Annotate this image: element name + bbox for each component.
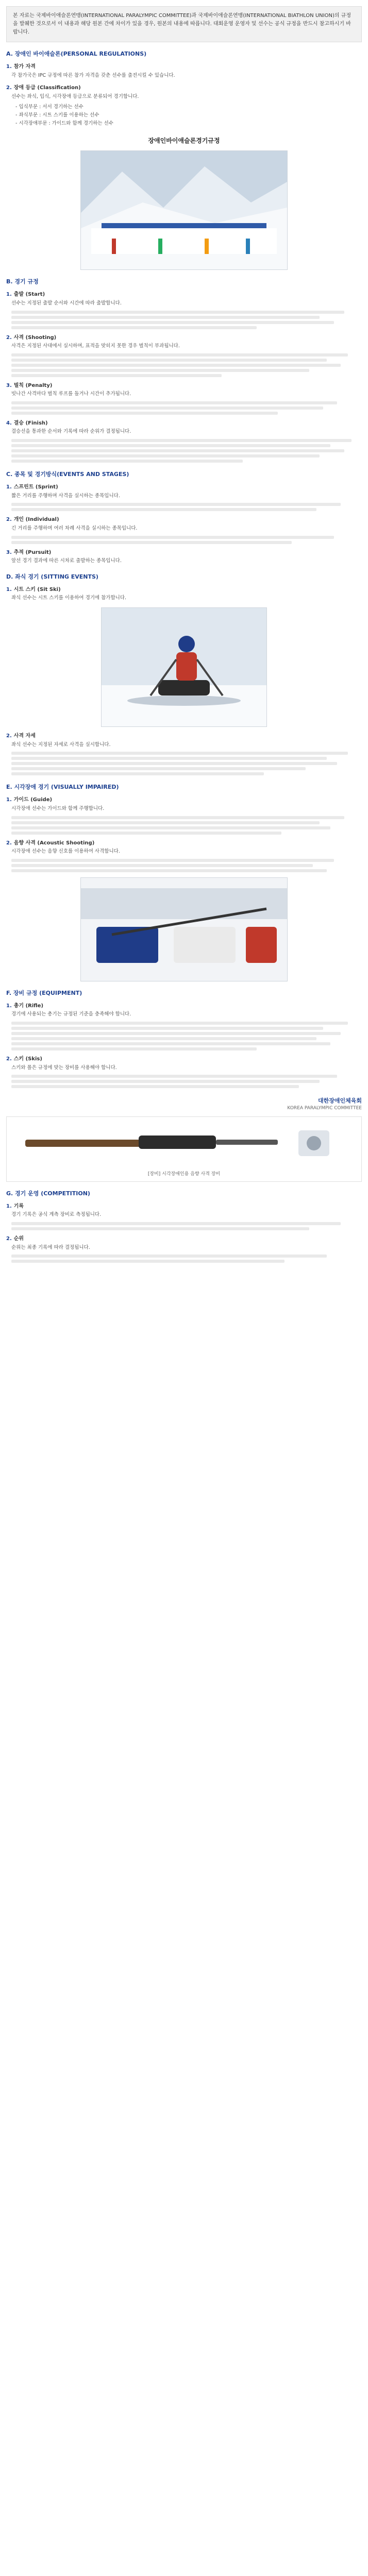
text-block	[11, 859, 362, 872]
shooting-range-photo	[80, 877, 288, 981]
text-block	[11, 816, 362, 835]
text-block	[11, 1222, 362, 1230]
section-b-item-3-head: 벌칙 (Penalty)	[13, 382, 53, 388]
equipment-caption: [장비] 시각장애인용 음향 사격 장비	[147, 1171, 221, 1177]
section-b-item-3-text: 빗나간 사격마다 벌칙 루프를 돌거나 시간이 추가됩니다.	[11, 391, 131, 397]
section-f-item-2-head: 스키 (Skis)	[13, 1056, 42, 1062]
footer-org-subtitle: KOREA PARALYMPIC COMMITTEE	[287, 1106, 362, 1111]
section-c-item-2-text: 긴 거리를 주행하며 여러 차례 사격을 실시하는 종목입니다.	[11, 525, 138, 531]
section-e-item-2-text: 시각장애 선수는 음향 신호를 이용하여 사격합니다.	[11, 849, 120, 855]
section-g-item-1-text: 경기 기록은 공식 계측 장비로 측정됩니다.	[11, 1212, 102, 1218]
text-block	[11, 311, 362, 329]
section-f-item-1-head: 총기 (Rifle)	[13, 1003, 44, 1009]
text-block	[11, 401, 362, 415]
section-d-item-2-text: 좌식 선수는 지정된 자세로 사격을 실시합니다.	[11, 741, 111, 748]
bullet-item: - 입식부문 : 서서 경기하는 선수	[15, 104, 362, 111]
section-c-item-3-head: 추적 (Pursuit)	[13, 549, 52, 555]
text-block	[11, 536, 362, 544]
section-e-item-1-text: 시각장애 선수는 가이드와 함께 주행합니다.	[11, 805, 105, 811]
section-a-item-1-head: 참가 자격	[13, 64, 36, 70]
section-b-title: B. 경기 규정	[6, 278, 39, 285]
section-d-item-1-head: 시트 스키 (Sit Ski)	[13, 586, 61, 592]
section-a-item-2-head: 장애 등급 (Classification)	[13, 85, 81, 91]
section-a-item-1: 1. 참가 자격 각 참가국은 IPC 규정에 따른 참가 자격을 갖춘 선수를 출전시킬 수 있습니다.	[6, 63, 362, 79]
section-a-title: A. 장애인 바이애슬론(PERSONAL REGULATIONS)	[6, 50, 147, 57]
section-d-item-1-text: 좌식 선수는 시트 스키를 이용하여 경기에 참가합니다.	[11, 595, 127, 601]
text-block	[11, 1075, 362, 1088]
section-b-item-1-head: 출발 (Start)	[13, 292, 45, 298]
main-title: 장애인바이애슬론경기규정	[148, 137, 220, 144]
document-page: 본 자료는 국제바이애슬론연맹(INTERNATIONAL PARALYMPIC COMMITTEE)과 국제바이애슬론연맹(INTERNATIONAL BIATHLON UNION)의 규정을 발췌한 것으로서 이 내용과 해당 원본 간에 차이가 있을 경우, 원본의 내용에 따릅니다. 대회운영 운영자 및 선수는 공식 규정을 반드시 참고하시기 바랍니다. A. 장애인 바이애슬론(PERSONAL REGULATIONS) 1. 참가 자격 각 참가국은 IPC 규정에 따른 참가 자격을 갖춘 선수를 출전시킬 수 있습니다. 2. 장애 등급 (Classification) 선수는 좌식, 입식, 시각장애 등급으로 분류되어 경기합니다. - 입식부문 : 서서 경기하는 선수 - 좌식부문 : 시트 스키를 이용하는 선수 - 시각장애부문 : 가이드와 함께 경기하는 선수 장애인바이애슬론경기규정 B. 경기 규정 1. 출발 (Start) 선수는 지정된 출발 순서와 시간에 따라 출발합니다. 2. 사격 (Shooting) 사격은 지정된 사대에서 실시하며, 표적을 맞히지 못한 경우 벌칙이 부과됩니다. 3. 벌칙 (Penalty) 빗나간 사격마다 벌칙 루프를 돌거나 시간이 추가됩니다. 4. 결승 (Finish) 결승선을 통과한 순서와 기록에 따라 순위가 결정됩니다. C. 종목 및 경기방식(EVENTS AND STAGES) 1. 스프린트 (Sprint) 짧은 거리를 주행하며 사격을 실시하는 종목입니다. 2. 개인 (Individual) 긴 거리를 주행하며 여러 차례 사격을 실시하는 종목입니다. 3. 추적 (Pursuit) 앞선 경기 결과에 따른 시차로 출발하는 종목입니다. D. 좌식 경기 (SITTING EVENTS) 1. 시트 스키 (Sit Ski) 좌식 선수는 시트 스키를 이용하여 경기에 참가합니다. 2. 사격 자세 좌식 선수는 지정된 자세로 사격을 실시합니다. E. 시각장애 경기 (VISUALLY IMPAIRED) 1. 가이드 (Guide) 시각장애 선수는 가이드와 함께 주행합니다. 2. 음향 사격 (Acoustic Shooting) 시각장애 선수는 음향 신호를 이용하여 사격합니다. F. 장비 규정 (EQUIPMENT) 1. 총기 (Rifle) 경기에 사용되는 총기는 규정된 기준을 충족해야 합니다. 2. 스키 (Skis) 스키와 폴은 규정에 맞는 장비를 사용해야 합니다. 대한장애인체육회 KOREA PARALYMPIC COMMITTEE [장비] 시각장애인용 음향 사격 장비 G. 경기 운영 (COMPETITION) 1. 기록 경기 기록은 공식 계측 장비로 측정됩니다. 2. 순위 순위는 최종 기록에 따라 결정됩니다.	[6, 0, 362, 1277]
equipment-figure	[6, 1116, 362, 1181]
section-d-title: D. 좌식 경기 (SITTING EVENTS)	[6, 573, 98, 580]
section-c-item-1-text: 짧은 거리를 주행하며 사격을 실시하는 종목입니다.	[11, 493, 120, 499]
section-d-item-2-head: 사격 자세	[13, 733, 36, 739]
section-c-item-3-text: 앞선 경기 결과에 따른 시차로 출발하는 종목입니다.	[11, 558, 122, 564]
equipment-image	[10, 1120, 358, 1166]
intro-text: 본 자료는 국제바이애슬론연맹(INTERNATIONAL PARALYMPIC COMMITTEE)과 국제바이애슬론연맹(INTERNATIONAL BIATHLON UNION)의 규정을 발췌한 것으로서 이 내용과 해당 원본 간에 차이가 있을 경우, 원본의 내용에 따릅니다. 대회운영 운영자 및 선수는 공식 규정을 반드시 참고하시기 바랍니다.	[13, 13, 351, 35]
section-c-item-2-head: 개인 (Individual)	[13, 517, 59, 523]
section-e-title: E. 시각장애 경기 (VISUALLY IMPAIRED)	[6, 784, 119, 791]
section-b-item-1-text: 선수는 지정된 출발 순서와 시간에 따라 출발합니다.	[11, 300, 122, 306]
footer-org-name: 대한장애인체육회	[317, 1097, 362, 1105]
section-f-item-1-text: 경기에 사용되는 총기는 규정된 기준을 충족해야 합니다.	[11, 1011, 131, 1018]
section-f-item-2-text: 스키와 폴은 규정에 맞는 장비를 사용해야 합니다.	[11, 1064, 117, 1071]
text-block	[11, 353, 362, 377]
section-e-item-2-head: 음향 사격 (Acoustic Shooting)	[13, 840, 95, 846]
section-b-item-4-head: 결승 (Finish)	[13, 420, 48, 426]
text-block	[11, 1022, 362, 1050]
section-b-item-2-head: 사격 (Shooting)	[13, 334, 57, 341]
section-g-item-2-text: 순위는 최종 기록에 따라 결정됩니다.	[11, 1244, 90, 1250]
section-a-item-2-text: 선수는 좌식, 입식, 시각장애 등급으로 분류되어 경기합니다.	[11, 93, 139, 99]
bullet-item: - 시각장애부문 : 가이드와 함께 경기하는 선수	[15, 120, 362, 128]
text-block	[11, 1255, 362, 1263]
section-g-title: G. 경기 운영 (COMPETITION)	[6, 1190, 90, 1197]
section-g-item-2-head: 순위	[13, 1236, 24, 1242]
course-photo	[80, 150, 288, 270]
section-c-title: C. 종목 및 경기방식(EVENTS AND STAGES)	[6, 471, 129, 478]
text-block	[11, 439, 362, 463]
section-a-item-2: 2. 장애 등급 (Classification) 선수는 좌식, 입식, 시각장애 등급으로 분류되어 경기합니다.	[6, 84, 362, 100]
section-e-item-1-head: 가이드 (Guide)	[13, 797, 53, 803]
bullet-item: - 좌식부문 : 시트 스키를 이용하는 선수	[15, 112, 362, 120]
text-block	[11, 503, 362, 511]
section-g-item-1-head: 기록	[13, 1203, 24, 1209]
section-b-item-2-text: 사격은 지정된 사대에서 실시하며, 표적을 맞히지 못한 경우 벌칙이 부과됩니다.	[11, 343, 180, 349]
sit-ski-athlete-photo	[101, 607, 267, 727]
section-f-title: F. 장비 규정 (EQUIPMENT)	[6, 989, 82, 996]
section-a-item-1-text: 각 참가국은 IPC 규정에 따른 참가 자격을 갖춘 선수를 출전시킬 수 있습니다.	[11, 72, 175, 78]
text-block	[11, 752, 362, 775]
section-b-item-4-text: 결승선을 통과한 순서와 기록에 따라 순위가 결정됩니다.	[11, 429, 131, 435]
intro-notice	[6, 6, 362, 42]
section-c-item-1-head: 스프린트 (Sprint)	[13, 484, 58, 490]
